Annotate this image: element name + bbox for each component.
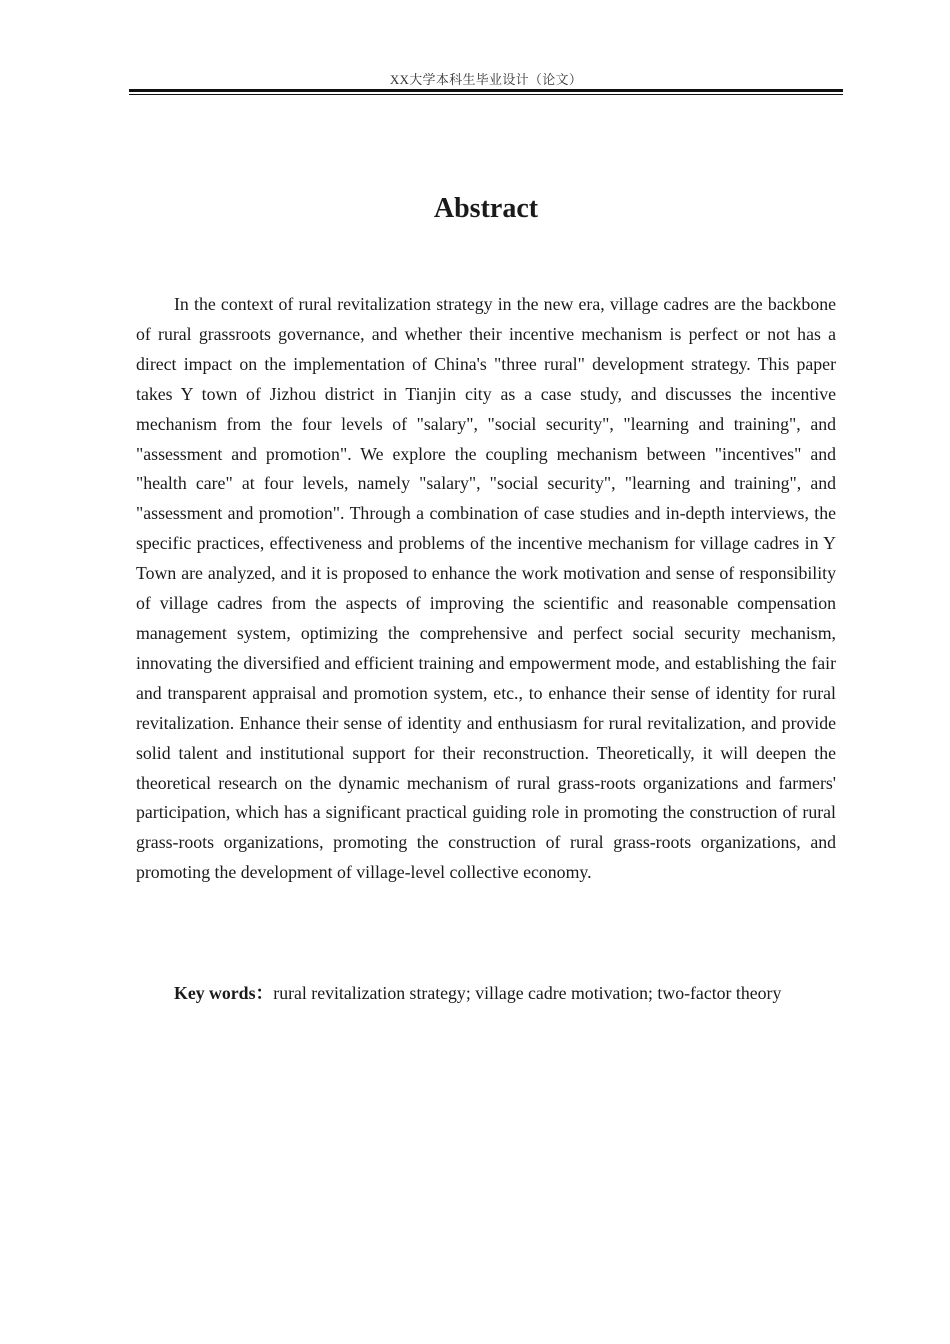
abstract-title: Abstract: [433, 193, 539, 224]
page-header: XX大学本科生毕业设计（论文）: [389, 72, 583, 87]
abstract-body: In the context of rural revitalization strategy in the new era, village cadres are the backbone of rural grassroots governance, and whether their incentive mechanism is perfect or not has a direct impact on the implementation of China's "three rural" development strategy. This paper takes Y town of Jizhou district in Tianjin city as a case study, and discusses the incentive mechanism from the four levels of "salary", "social security", "learning and training", and "assessment and promotion". We explore the coupling mechanism between "incentives" and "health care" at four levels, namely "salary", "social security", "learning and training", and "assessment and promotion". Through a combination of case studies and in-depth interviews, the specific practices, effectiveness and problems of the incentive mechanism for village cadres in Y Town are analyzed, and it is proposed to enhance the work motivation and sense of responsibility of village cadres from the aspects of improving the scientific and reasonable compensation management system, optimizing the comprehensive and perfect social security mechanism, innovating the diversified and efficient training and empowerment mode, and establishing the fair and transparent appraisal and promotion system, etc., to enhance their sense of identity for rural revitalization. Enhance their sense of identity and enthusiasm for rural revitalization, and provide solid talent and institutional support for their reconstruction. Theoretically, it will deepen the theoretical research on the dynamic mechanism of rural grass-roots organizations and farmers' participation, which has a significant practical guiding role in promoting the construction of rural grass-roots organizations, promoting the construction of rural grass-roots organizations, and promoting the development of village-level collective economy.: [136, 294, 836, 883]
keywords-label: Key words：: [174, 983, 274, 1003]
keywords-text: rural revitalization strategy; village cadre motivation; two-factor theory: [273, 983, 782, 1003]
keywords-line: [174, 979, 854, 1009]
header-divider-thick: [129, 89, 843, 92]
header-divider-thin: [129, 94, 843, 95]
